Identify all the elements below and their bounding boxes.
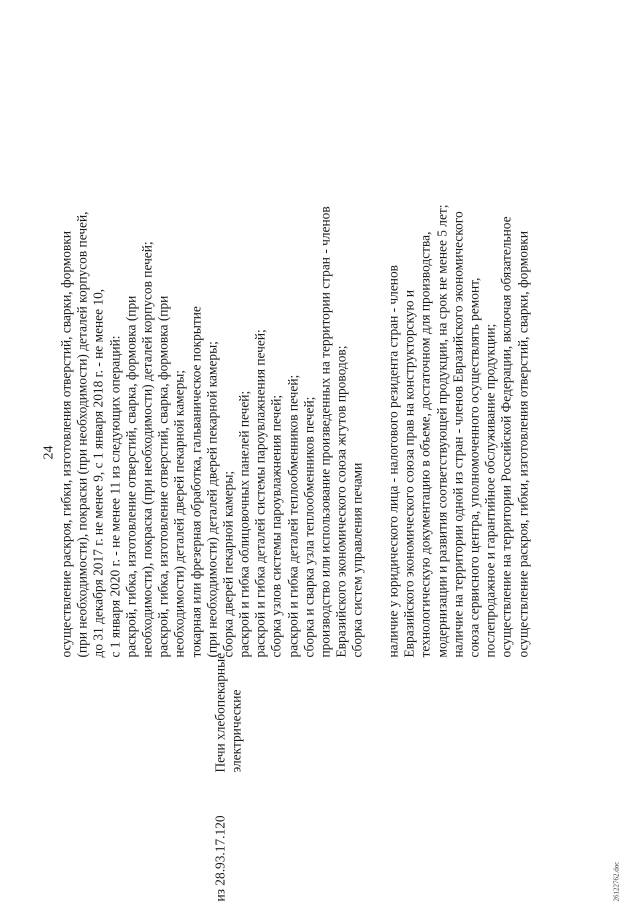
- requirement-line: сборка узлов системы пароувлажнения печей;: [268, 394, 284, 657]
- requirement-line: осуществление раскроя, гибки, изготовления отверстий, сварки, формовки: [514, 230, 530, 657]
- requirement-line: (при необходимости) деталей дверей пекарной камеры;: [203, 340, 219, 657]
- product-code: из 28.93.17.120: [212, 814, 227, 901]
- requirement-line: производство или использование произведенных на территории стран - членов: [317, 205, 332, 657]
- requirement-line: сборка и сварка узла теплообменников печей;: [300, 396, 316, 657]
- requirement-line: Евразийского экономического союза прав на конструкторскую и: [401, 289, 417, 657]
- requirements-bottom: [385, 2, 531, 657]
- document-filename: 26122762.doc: [612, 861, 620, 901]
- product-name-line: Печи хлебопекарные: [212, 652, 227, 772]
- requirement-line: послепродажное и гарантийное обслуживание продукции;: [482, 323, 498, 657]
- requirement-line: сборка дверей пекарной камеры;: [219, 470, 235, 657]
- requirement-line: (при необходимости), покраски (при необходимости) деталей корпусов печей,: [74, 210, 90, 657]
- requirement-line: раскрой, гибка, изготовление отверстий, сварка, формовка (при: [155, 295, 171, 657]
- product-name-line: электрические: [228, 689, 244, 772]
- requirement-line: наличие у юридического лица - налогового резидента стран - членов: [385, 264, 400, 657]
- requirement-line: токарная или фрезерная обработка, гальваническое покрытие: [187, 305, 203, 657]
- requirement-line: раскрой и гибка деталей системы пароувлажнения печей;: [252, 328, 268, 657]
- requirement-line: необходимости) деталей дверей пекарной камеры;: [171, 369, 187, 657]
- requirement-line: раскрой и гибка деталей теплообменников печей;: [284, 374, 300, 657]
- requirements-top: [58, 2, 366, 657]
- requirement-line: необходимости), покраска (при необходимости) деталей корпусов печей;: [138, 240, 154, 657]
- requirement-line: раскрой и гибка облицовочных панелей печей;: [236, 390, 252, 657]
- requirement-line: Евразийского экономического союза жгутов проводов;: [333, 345, 349, 657]
- requirement-line: с 1 января 2020 г. - не менее 11 из следующих операций:: [106, 335, 122, 657]
- requirement-line: сборка систем управления печами: [349, 462, 365, 657]
- requirement-line: модернизации и развития соответствующей продукции, на срок не менее 5 лет;: [433, 204, 449, 657]
- requirement-line: союза сервисного центра, уполномоченного осуществлять ремонт,: [465, 277, 481, 657]
- requirement-line: до 31 декабря 2017 г. не менее 9, с 1 января 2018 г. - не менее 10,: [90, 288, 106, 657]
- requirement-line: технологическую документацию в объеме, достаточном для производства,: [417, 231, 433, 657]
- requirement-line: осуществление на территории Российской Федерации, включая обязательное: [498, 215, 514, 657]
- page-number: 24: [41, 445, 56, 459]
- requirement-line: раскрой, гибка, изготовление отверстий, сварка, формовка (при: [122, 295, 138, 657]
- requirement-line: осуществление раскроя, гибки, изготовления отверстий, сварки, формовки: [58, 230, 73, 657]
- requirement-line: наличие на территории одной из стран - членов Евразийского экономического: [449, 210, 465, 657]
